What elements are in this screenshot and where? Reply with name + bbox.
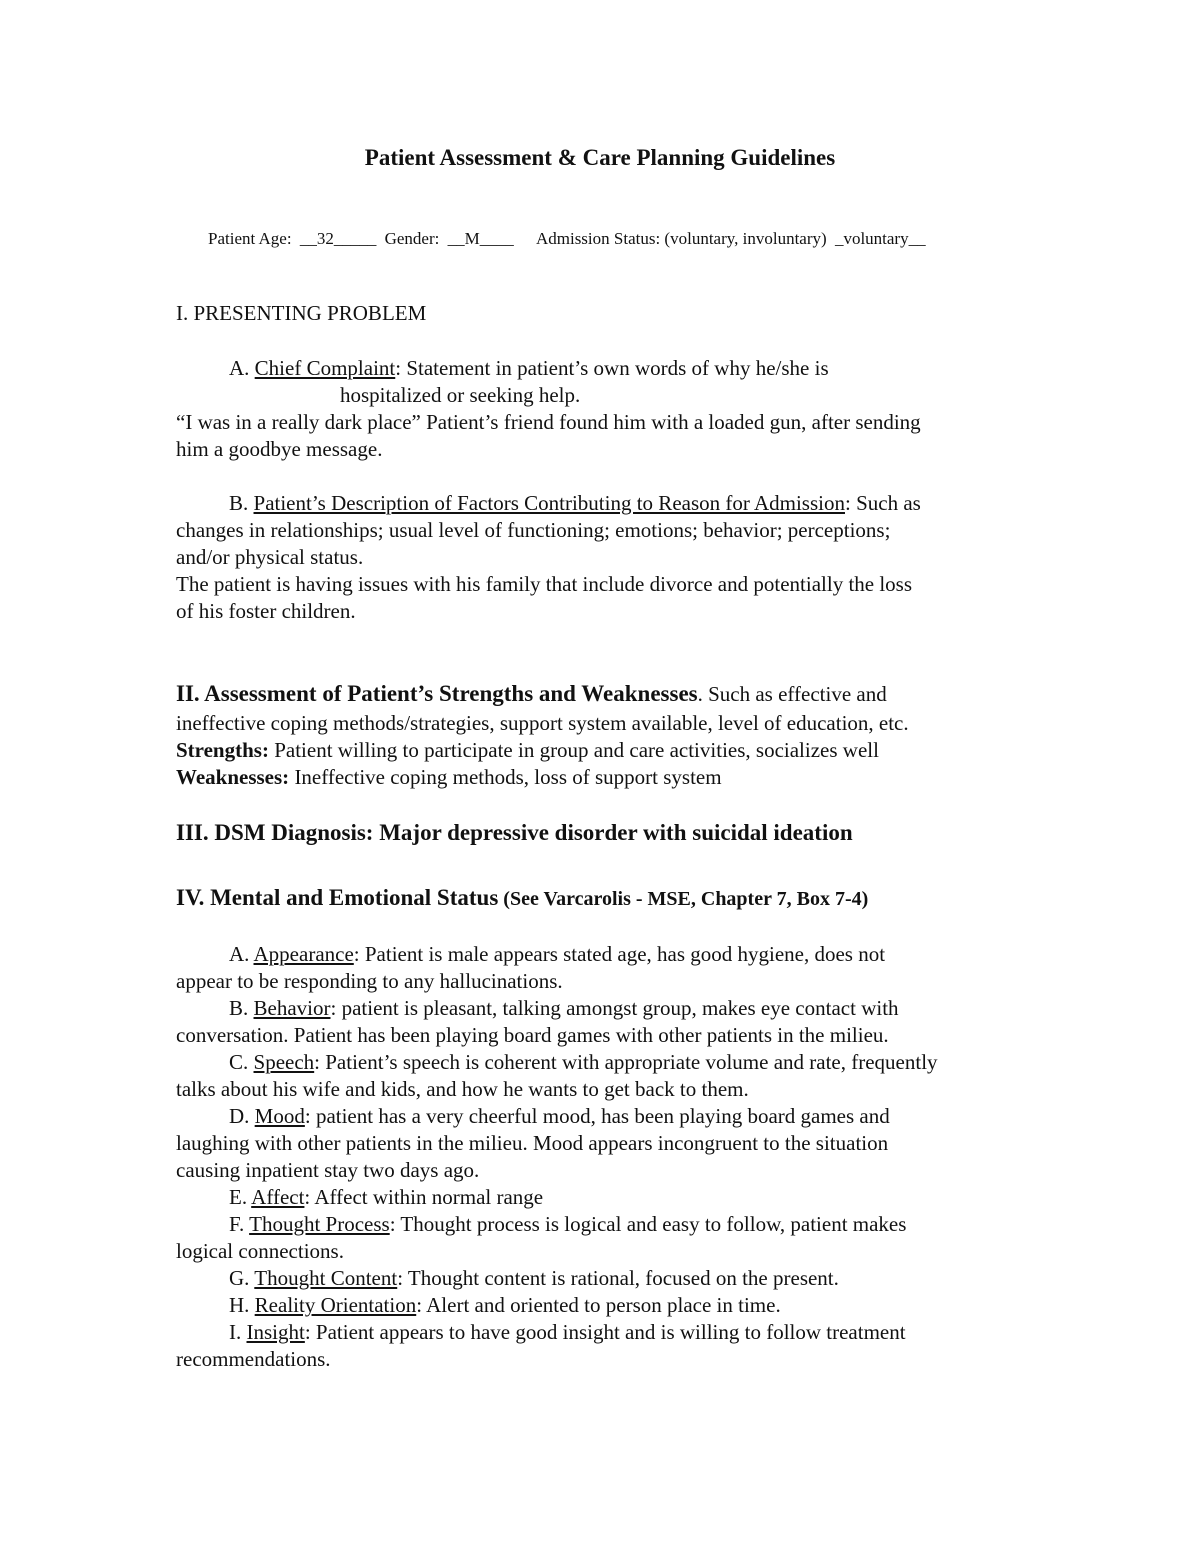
section4-ref: (See Varcarolis - MSE, Chapter 7, Box 7-4) (498, 888, 869, 910)
admission-value: _voluntary__ (834, 229, 926, 248)
chief-complaint-text-2: hospitalized or seeking help. (340, 383, 581, 407)
factors-text-2: changes in relationships; usual level of functioning; emotions; behavior; perceptions; (176, 518, 891, 542)
mse-item-text: : patient has a very cheerful mood, has been playing board games and (304, 1104, 890, 1128)
mse-item-label: Thought Content (254, 1266, 398, 1290)
factors-answer-1: The patient is having issues with his family that include divorce and potentially the loss (176, 572, 913, 596)
mse-item-label: Thought Process (249, 1212, 390, 1236)
strengths-label: Strengths: (176, 738, 269, 762)
chief-complaint-text: : Statement in patient’s own words of why he/she is (395, 356, 829, 380)
strengths-line (176, 737, 879, 763)
factors-answer-2: of his foster children. (176, 599, 356, 623)
mse-item-label: Speech (253, 1050, 315, 1074)
mse-item-text: : Patient appears to have good insight and is willing to follow treatment (304, 1320, 906, 1344)
factors-line (229, 490, 921, 516)
section4-heading: IV. Mental and Emotional Status (176, 885, 499, 910)
mse-item-text: : Thought process is logical and easy to follow, patient makes (389, 1212, 907, 1236)
mse-item-continuation: talks about his wife and kids, and how he wants to get back to them. (176, 1077, 749, 1101)
mse-item-text: : Affect within normal range (304, 1185, 544, 1209)
mse-item-continuation: recommendations. (176, 1347, 331, 1371)
page-title: Patient Assessment & Care Planning Guidelines (364, 145, 836, 170)
factors-text: : Such as (844, 491, 921, 515)
mse-item-thought-content (229, 1265, 839, 1291)
strengths-text: Patient willing to participate in group and care activities, socializes well (268, 738, 879, 762)
mse-item-prefix: E. (229, 1185, 252, 1209)
mse-item-thought-process (229, 1211, 906, 1237)
mse-item-prefix: C. (229, 1050, 254, 1074)
mse-item-continuation: causing inpatient stay two days ago. (176, 1158, 480, 1182)
section2-heading-line (176, 681, 887, 707)
mse-item-behavior (229, 995, 899, 1021)
mse-item-prefix: F. (229, 1212, 250, 1236)
mse-item-prefix: A. (229, 942, 254, 966)
section1-heading: I. PRESENTING PROBLEM (176, 301, 427, 325)
mse-item-label: Reality Orientation (254, 1293, 417, 1317)
section2-text-1: . Such as effective and (697, 682, 887, 706)
factors-text-3: and/or physical status. (176, 545, 364, 569)
section3-text: Major depressive disorder with suicidal ideation (373, 820, 853, 845)
patient-info-line (208, 229, 926, 249)
weaknesses-label: Weaknesses: (176, 765, 290, 789)
mse-item-text: : Patient’s speech is coherent with appropriate volume and rate, frequently (314, 1050, 938, 1074)
mse-item-text: : Thought content is rational, focused on the present. (397, 1266, 839, 1290)
mse-item-label: Appearance (253, 942, 354, 966)
age-value: __32_____ (299, 229, 377, 248)
mse-item-continuation: appear to be responding to any hallucinations. (176, 969, 563, 993)
admission-label: Admission Status: (voluntary, involuntary) (535, 229, 827, 248)
mse-item-affect (229, 1184, 543, 1210)
mse-item-reality-orientation (229, 1292, 781, 1318)
chief-complaint-prefix: A. (229, 356, 255, 380)
mse-item-prefix: B. (229, 996, 254, 1020)
age-label: Patient Age: (208, 229, 292, 248)
mse-item-prefix: H. (229, 1293, 255, 1317)
mse-item-continuation: logical connections. (176, 1239, 344, 1263)
mse-item-continuation: laughing with other patients in the milieu. Mood appears incongruent to the situation (176, 1131, 889, 1155)
mse-item-prefix: D. (229, 1104, 255, 1128)
factors-label: Patient’s Description of Factors Contributing to Reason for Admission (253, 491, 845, 515)
mse-item-mood (229, 1103, 890, 1129)
chief-complaint-line (229, 355, 829, 381)
mse-item-continuation: conversation. Patient has been playing board games with other patients in the milieu. (176, 1023, 889, 1047)
chief-complaint-answer-2: him a goodbye message. (176, 437, 383, 461)
section4-heading-line (176, 885, 868, 912)
mse-item-label: Insight (246, 1320, 305, 1344)
section2-heading: II. Assessment of Patient’s Strengths and Weaknesses (176, 681, 698, 706)
mse-item-label: Mood (254, 1104, 305, 1128)
section3-heading: III. DSM Diagnosis: (176, 820, 374, 845)
weaknesses-line (176, 764, 722, 790)
gender-value: __M____ (447, 229, 514, 248)
mse-item-insight (229, 1319, 906, 1345)
weaknesses-text: Ineffective coping methods, loss of support system (289, 765, 722, 789)
section2-text-2: ineffective coping methods/strategies, support system available, level of education, etc. (176, 711, 909, 735)
mse-item-speech (229, 1049, 938, 1075)
mse-item-label: Affect (251, 1185, 305, 1209)
mse-item-text: : patient is pleasant, talking amongst group, makes eye contact with (330, 996, 899, 1020)
mse-item-label: Behavior (253, 996, 331, 1020)
factors-prefix: B. (229, 491, 254, 515)
mse-item-prefix: G. (229, 1266, 255, 1290)
chief-complaint-answer-1: “I was in a really dark place” Patient’s friend found him with a loaded gun, after sending (176, 410, 921, 434)
gender-label: Gender: (384, 229, 440, 248)
mse-item-text: : Patient is male appears stated age, has good hygiene, does not (353, 942, 886, 966)
mse-item-prefix: I. (229, 1320, 247, 1344)
mse-item-appearance (229, 941, 885, 967)
chief-complaint-label: Chief Complaint (254, 356, 396, 380)
section3-line (176, 820, 853, 846)
mse-item-text: : Alert and oriented to person place in time. (416, 1293, 781, 1317)
